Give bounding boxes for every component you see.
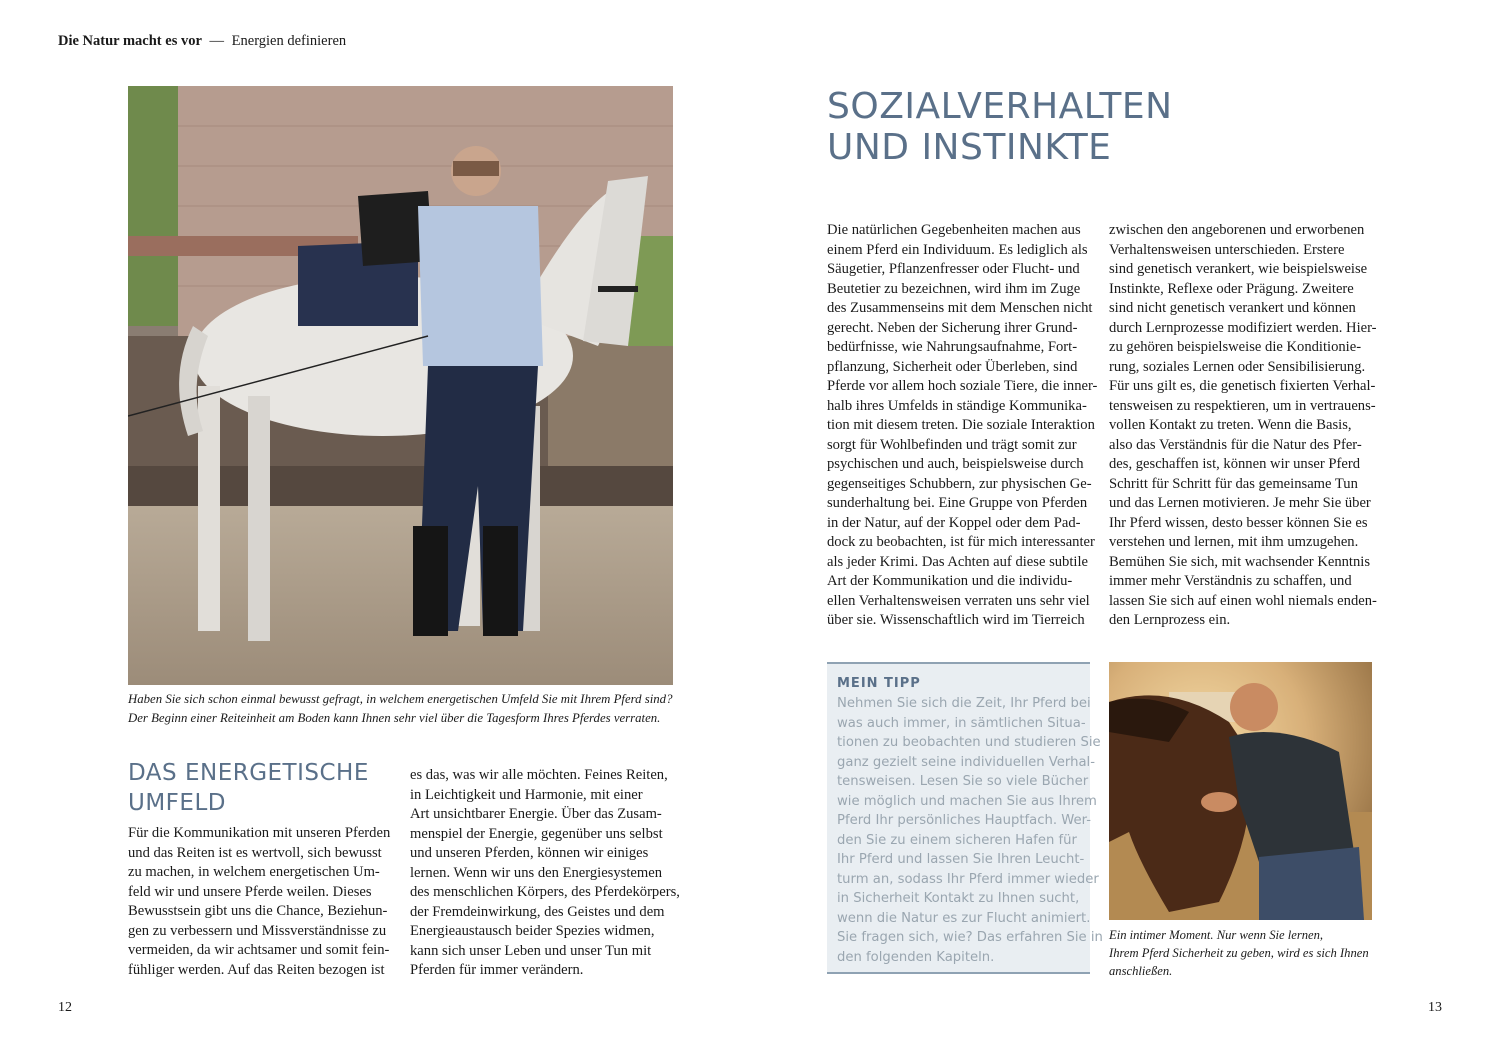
tip-line: den Sie zu einem sicheren Hafen für: [837, 832, 1077, 848]
text-line: Bemühen Sie sich, mit wachsender Kenntnis: [1109, 553, 1371, 570]
text-line: und das Reiten ist es wertvoll, sich bewusst: [128, 844, 382, 861]
text-line: zwischen den angeborenen und erworbenen: [1109, 222, 1365, 238]
text-line: also das Verständnis für die Natur des Pfer-: [1109, 436, 1362, 453]
text-line: menspiel der Energie, gegenüber uns selbst: [410, 825, 663, 842]
text-line: gen zu verbessern und Missverständnisse zu: [128, 922, 387, 939]
text-line: ellen Verhaltensweisen verraten uns sehr viel: [827, 592, 1090, 609]
text-line: Pferde vor allem hoch soziale Tiere, die inner-: [827, 378, 1098, 394]
tip-line: wenn die Natur es zur Flucht animiert.: [837, 910, 1091, 926]
header-section: Energien definieren: [231, 33, 347, 49]
page-number-right: 13: [1428, 1000, 1442, 1015]
main-photo-caption-line: Haben Sie sich schon einmal bewusst gefragt, in welchem energetischen Umfeld Sie mit Ihrem Pferd sind?: [128, 692, 673, 706]
text-line: verstehen und lernen, mit ihm umzugehen.: [1109, 534, 1359, 550]
text-line: gegenseitiges Schubbern, zur physischen Ge-: [827, 475, 1092, 492]
text-line: über sie. Wissenschaftlich wird im Tierreich: [827, 612, 1085, 628]
tip-line: in Sicherheit Kontakt zu Ihnen sucht,: [837, 891, 1080, 906]
text-line: psychischen und auch, beispielsweise durch: [827, 456, 1084, 472]
text-line: immer mehr Verständnis zu schaffen, und: [1109, 573, 1352, 589]
text-line: Ihr Pferd wissen, desto besser können Sie es: [1109, 514, 1368, 531]
text-line: sind genetisch verankert, wie beispielsweise: [1109, 261, 1368, 277]
text-line: Bewusstsein gibt uns die Chance, Beziehun-: [128, 903, 388, 919]
tip-line: Ihr Pferd und lassen Sie Ihren Leucht-: [837, 852, 1085, 867]
text-line: es das, was wir alle möchten. Feines Reiten,: [410, 767, 668, 783]
small-photo-caption: [1109, 926, 1369, 980]
text-line: einem Pferd ein Individuum. Es lediglich als: [827, 241, 1088, 258]
text-line: Energieaustausch beider Spezies widmen,: [410, 923, 655, 939]
text-line: des, geschaffen ist, können wir unser Pferd: [1109, 456, 1361, 472]
heading-line: UND INSTINKTE: [827, 127, 1112, 168]
tip-title: MEIN TIPP: [837, 676, 921, 691]
text-line: Art unsichtbarer Energie. Über das Zusam-: [410, 806, 662, 822]
heading-line: SOZIALVERHALTEN: [827, 86, 1173, 127]
tip-body: [837, 694, 1103, 967]
heading-line: UMFELD: [128, 790, 226, 816]
text-line: halb ihres Umfelds in ständige Kommunika-: [827, 397, 1087, 414]
text-line: Instinkte, Reflexe oder Prägung. Zweitere: [1109, 280, 1354, 297]
tip-box: [827, 662, 1103, 974]
small-photo-caption-line: anschließen.: [1109, 964, 1173, 978]
text-line: sunderhaltung bei. Eine Gruppe von Pferden: [827, 495, 1088, 511]
text-line: dock zu beobachten, ist für mich interessanter: [827, 534, 1095, 550]
tip-line: wie möglich und machen Sie aus Ihrem: [837, 793, 1097, 809]
text-line: den Lernprozess ein.: [1109, 612, 1231, 628]
text-line: Die natürlichen Gegebenheiten machen aus: [827, 222, 1081, 238]
text-line: pflanzung, Sicherheit oder Überleben, sind: [827, 358, 1078, 375]
heading-line: DAS ENERGETISCHE: [128, 760, 369, 786]
text-line: tion mit diesem treten. Die soziale Interaktion: [827, 417, 1095, 433]
small-photo-illustration: [1109, 662, 1372, 920]
tip-line: Sie fragen sich, wie? Das erfahren Sie in: [837, 930, 1103, 945]
tip-line: turm an, sodass Ihr Pferd immer wieder: [837, 871, 1099, 887]
text-line: in Leichtigkeit und Harmonie, mit einer: [410, 786, 643, 803]
text-line: vermeiden, da wir achtsamer und somit fein-: [128, 942, 390, 958]
tip-line: den folgenden Kapiteln.: [837, 949, 995, 965]
heading-energetisches-umfeld: [128, 758, 369, 818]
small-photo-caption-line: Ein intimer Moment. Nur wenn Sie lernen,: [1109, 928, 1324, 942]
text-line: Beutetier zu bezeichnen, wird ihm im Zuge: [827, 280, 1081, 297]
text-line: bedürfnisse, wie Nahrungsaufnahme, Fort-: [827, 339, 1078, 355]
right-body-column-2: [1109, 221, 1377, 631]
text-line: Verhaltensweisen unterschieden. Erstere: [1109, 241, 1345, 258]
text-line: vollen Kontakt zu treten. Wenn die Basis,: [1109, 417, 1352, 433]
main-photo-caption: [128, 690, 688, 728]
page-number-left: 12: [58, 1000, 72, 1015]
tip-line: was auch immer, in sämtlichen Situa-: [837, 715, 1086, 731]
text-line: tensweisen zu respektieren, um in vertrauens-: [1109, 397, 1376, 414]
text-line: rung, soziales Lernen oder Sensibilisierung.: [1109, 358, 1366, 375]
text-line: und das Lernen motivieren. Je mehr Sie über: [1109, 495, 1371, 511]
text-line: Für die Kommunikation mit unseren Pferden: [128, 825, 391, 841]
text-line: Für uns gilt es, die genetisch fixierten Verhal-: [1109, 378, 1376, 394]
small-photo-caption-line: Ihrem Pferd Sicherheit zu geben, wird es sich Ihnen: [1109, 946, 1369, 960]
text-line: des menschlichen Körpers, des Pferdekörpers,: [410, 884, 680, 900]
tip-line: Pferd Ihr persönliches Hauptfach. Wer-: [837, 813, 1091, 828]
running-header: [58, 33, 346, 50]
text-line: gerecht. Neben der Sicherung ihrer Grund-: [827, 319, 1078, 336]
main-photo: [128, 86, 673, 685]
tip-line: ganz gezielt seine individuellen Verhal-: [837, 754, 1095, 770]
text-line: durch Lernprozesse modifiziert werden. Hier-: [1109, 319, 1377, 336]
text-line: und unseren Pferden, können wir einiges: [410, 845, 649, 861]
header-chapter: Die Natur macht es vor: [58, 33, 202, 49]
text-line: in der Natur, auf der Koppel oder dem Pad-: [827, 514, 1081, 531]
text-line: feld wir und unsere Pferde weilen. Dieses: [128, 883, 372, 900]
left-body-column-2: [410, 766, 680, 981]
text-line: kann sich unser Leben und unser Tun mit: [410, 942, 652, 959]
text-line: lassen Sie sich auf einen wohl niemals enden-: [1109, 592, 1377, 609]
text-line: sind nicht genetisch verankert und können: [1109, 300, 1356, 316]
text-line: zu gehören beispielsweise die Konditionie-: [1109, 339, 1362, 355]
text-line: Pferden für immer verändern.: [410, 962, 584, 978]
text-line: sorgt für Wohlbefinden und trägt somit zur: [827, 436, 1077, 453]
tip-line: Nehmen Sie sich die Zeit, Ihr Pferd bei: [837, 696, 1091, 711]
tip-line: tionen zu beobachten und studieren Sie: [837, 735, 1101, 750]
text-line: lernen. Wenn wir uns den Energiesystemen: [410, 864, 662, 881]
heading-sozialverhalten: [827, 86, 1173, 168]
text-line: Art der Kommunikation und die individu-: [827, 573, 1073, 589]
left-body-column-1: [128, 824, 390, 980]
text-line: zu machen, in welchem energetischen Um-: [128, 864, 380, 880]
text-line: als jeder Krimi. Das Achten auf diese subtile: [827, 553, 1088, 570]
text-line: Schritt für Schritt für das gemeinsame Tun: [1109, 475, 1358, 492]
text-line: fühliger werden. Auf das Reiten bezogen ist: [128, 961, 385, 978]
right-body-column-1: [827, 221, 1097, 631]
main-photo-caption-line: Der Beginn einer Reiteinheit am Boden kann Ihnen sehr viel über die Tagesform Ihres Pferdes verraten.: [128, 711, 661, 725]
text-line: des Zusammenseins mit dem Menschen nicht: [827, 300, 1093, 316]
small-photo: [1109, 662, 1372, 920]
text-line: der Fremdeinwirkung, des Geistes und dem: [410, 903, 665, 920]
tip-line: tensweisen. Lesen Sie so viele Bücher: [837, 774, 1089, 789]
header-dash: —: [209, 33, 225, 49]
main-photo-illustration: [128, 86, 673, 685]
text-line: Säugetier, Pflanzenfresser oder Flucht- und: [827, 261, 1080, 277]
